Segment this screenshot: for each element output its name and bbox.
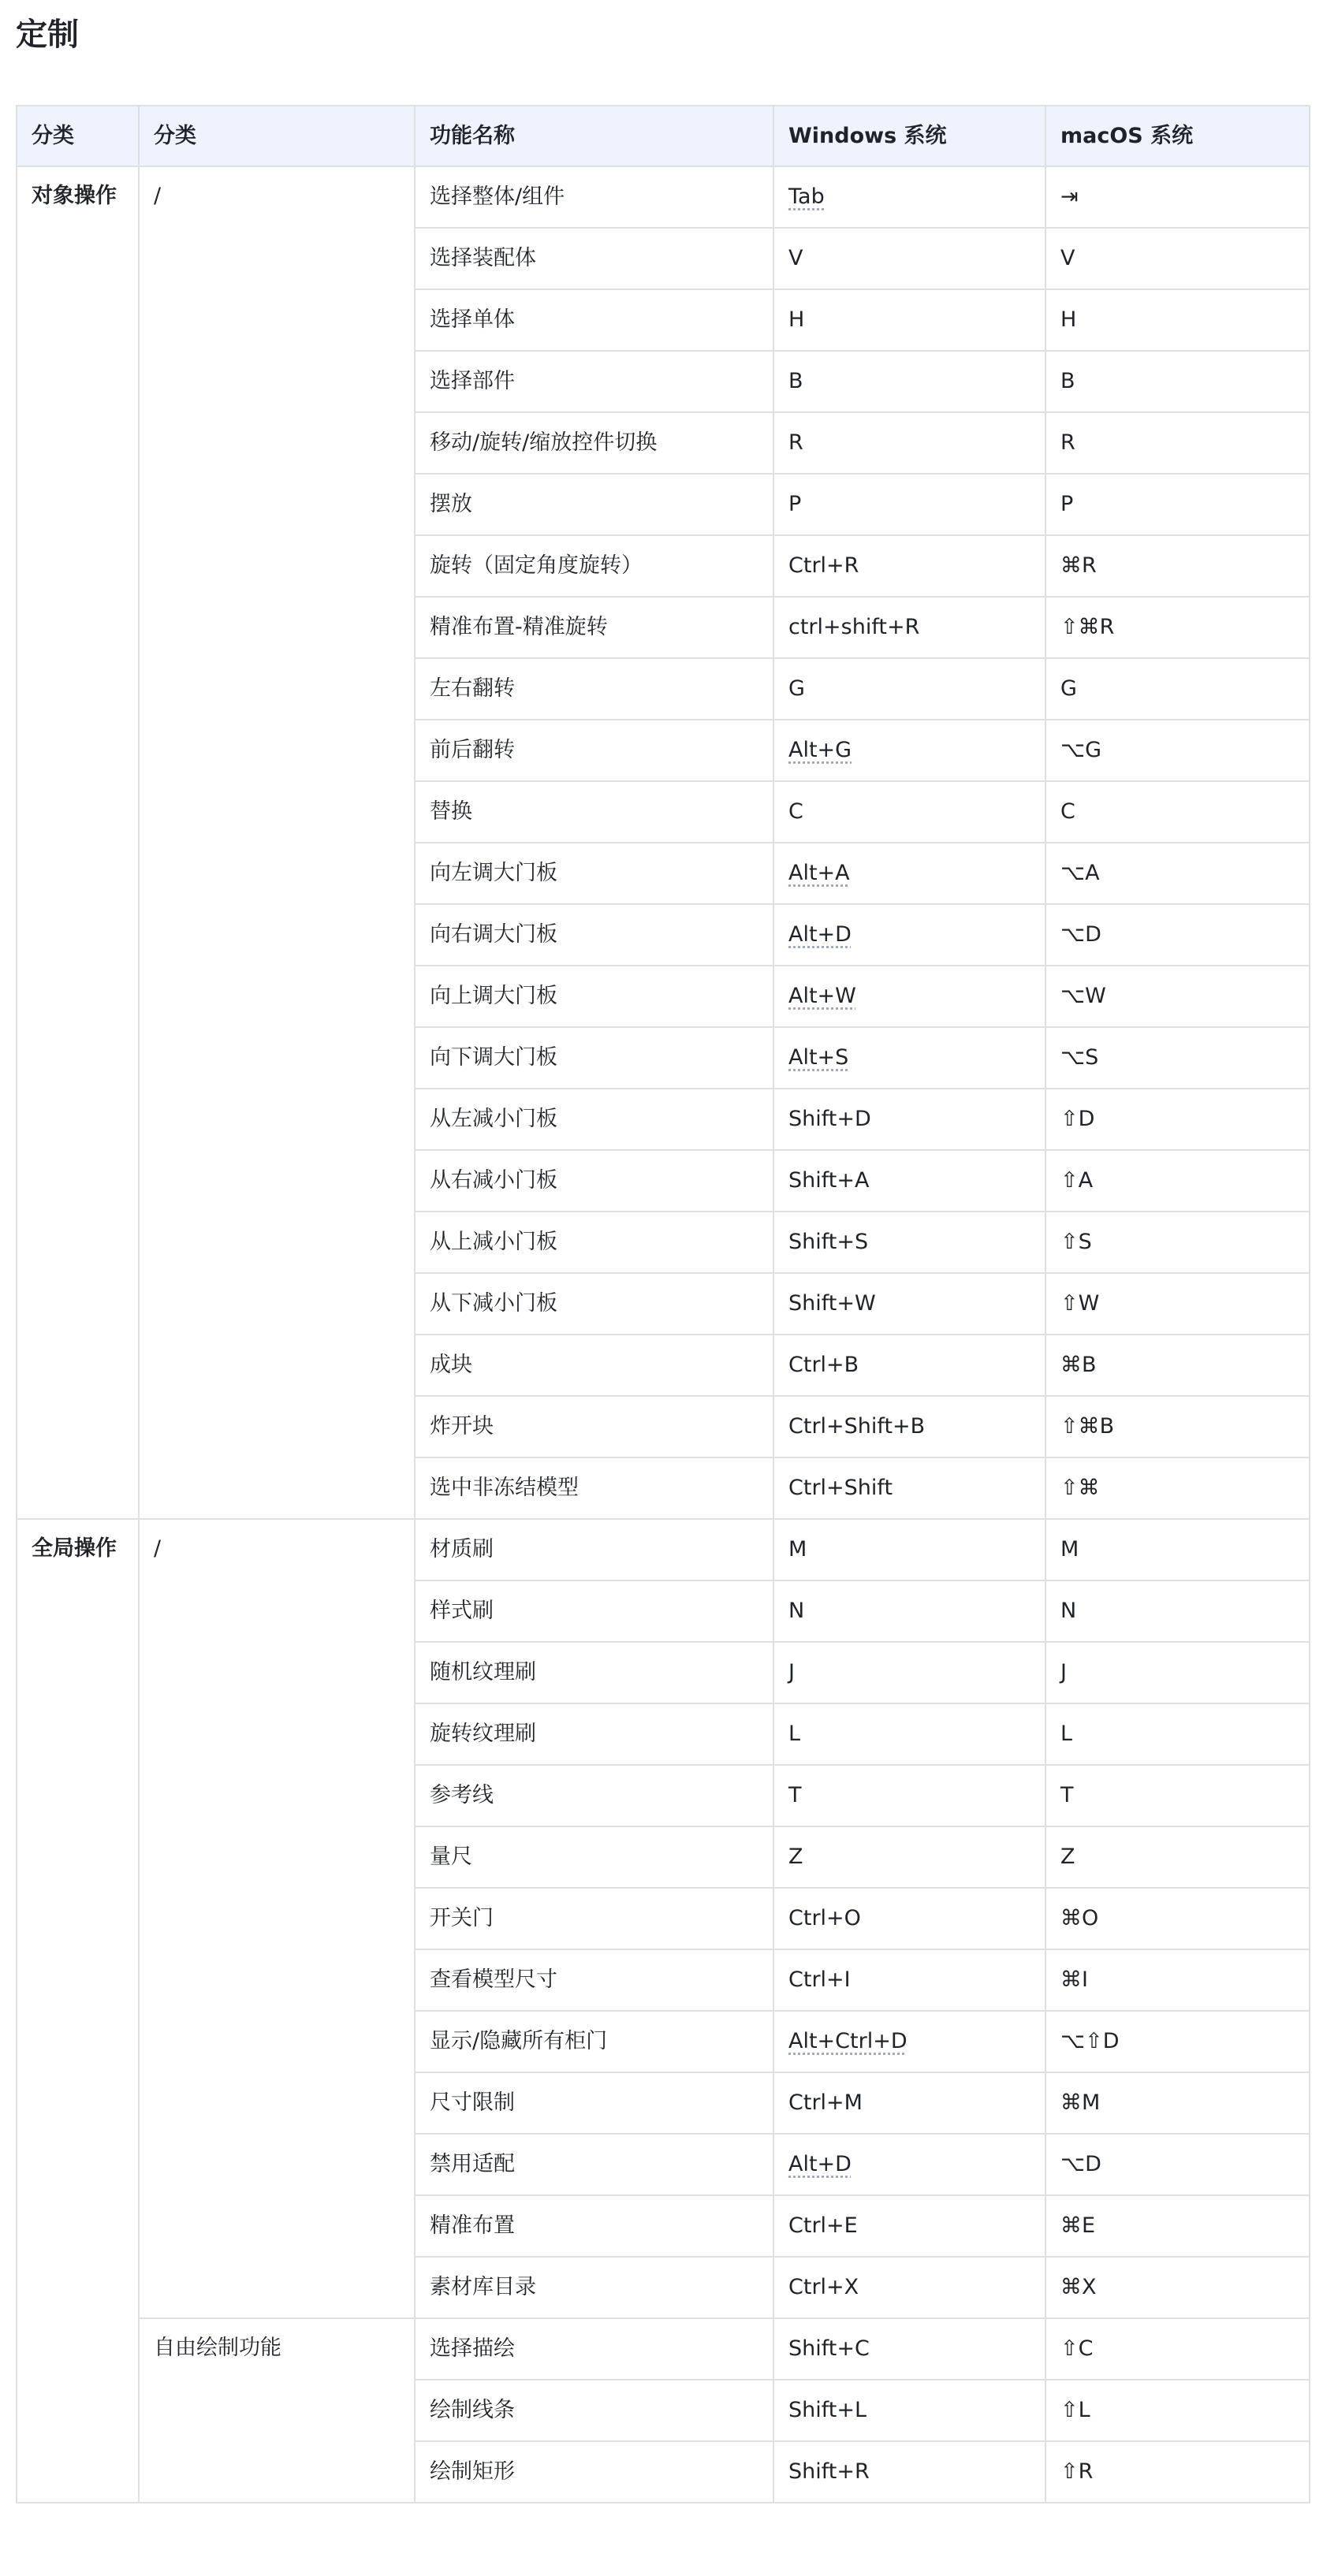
windows-shortcut-cell [773,1519,1045,1580]
function-name-cell: 参考线 [415,1765,773,1826]
windows-shortcut-text: Alt+D [788,2152,852,2176]
function-name-cell: 查看模型尺寸 [415,1949,773,2011]
windows-shortcut-text: Alt+W [788,984,856,1008]
function-name-cell: 量尺 [415,1826,773,1888]
function-name-cell: 旋转纹理刷 [415,1703,773,1765]
windows-shortcut-cell [773,966,1045,1027]
windows-shortcut-cell [773,351,1045,412]
macos-shortcut-cell: R [1045,412,1310,474]
function-name-cell: 素材库目录 [415,2257,773,2318]
windows-shortcut-cell [773,2318,1045,2380]
macos-shortcut-cell: ⇧⌘ [1045,1457,1310,1519]
macos-shortcut-cell: N [1045,1580,1310,1642]
windows-shortcut-cell [773,2072,1045,2134]
macos-shortcut-cell: ⇧L [1045,2380,1310,2441]
windows-shortcut-text: L [788,1722,801,1746]
windows-shortcut-cell [773,1396,1045,1457]
function-name-cell: 材质刷 [415,1519,773,1580]
windows-shortcut-text: Ctrl+M [788,2090,863,2115]
header-category: 分类 [17,106,139,166]
windows-shortcut-text: Shift+A [788,1168,870,1193]
windows-shortcut-text: Shift+C [788,2336,870,2361]
table-body [17,166,1310,2503]
macos-shortcut-cell: M [1045,1519,1310,1580]
function-name-cell: 左右翻转 [415,658,773,720]
function-name-cell: 前后翻转 [415,720,773,781]
function-name-cell: 旋转（固定角度旋转） [415,535,773,597]
windows-shortcut-cell [773,1642,1045,1703]
macos-shortcut-cell: ⌥G [1045,720,1310,781]
windows-shortcut-text: Ctrl+E [788,2213,858,2238]
windows-shortcut-text: C [788,799,803,824]
macos-shortcut-cell: ⌥D [1045,2134,1310,2195]
macos-shortcut-cell: ⌥A [1045,843,1310,904]
windows-shortcut-cell [773,1580,1045,1642]
macos-shortcut-cell: Z [1045,1826,1310,1888]
function-name-cell: 选择部件 [415,351,773,412]
macos-shortcut-cell: H [1045,289,1310,351]
windows-shortcut-cell [773,289,1045,351]
windows-shortcut-cell [773,1027,1045,1089]
windows-shortcut-text: Alt+D [788,922,852,947]
function-name-cell: 选择描绘 [415,2318,773,2380]
windows-shortcut-text: H [788,307,805,332]
windows-shortcut-text: T [788,1783,802,1807]
windows-shortcut-text: Shift+L [788,2398,867,2422]
windows-shortcut-text: Ctrl+I [788,1967,851,1992]
windows-shortcut-cell [773,781,1045,843]
windows-shortcut-cell [773,1765,1045,1826]
macos-shortcut-cell: V [1045,228,1310,289]
macos-shortcut-cell: ⌘I [1045,1949,1310,2011]
function-name-cell: 显示/隐藏所有柜门 [415,2011,773,2072]
windows-shortcut-cell [773,843,1045,904]
function-name-cell: 从下减小门板 [415,1273,773,1335]
windows-shortcut-text: Ctrl+X [788,2275,859,2299]
table-row [17,166,1310,228]
windows-shortcut-text: Shift+W [788,1291,876,1316]
function-name-cell: 成块 [415,1335,773,1396]
windows-shortcut-text: Alt+G [788,738,852,762]
macos-shortcut-cell: ⌥W [1045,966,1310,1027]
macos-shortcut-cell: T [1045,1765,1310,1826]
function-name-cell: 向下调大门板 [415,1027,773,1089]
windows-shortcut-text: Alt+A [788,861,850,885]
windows-shortcut-text: Tab [788,184,825,209]
windows-shortcut-cell [773,1888,1045,1949]
windows-shortcut-text: V [788,246,803,270]
function-name-cell: 炸开块 [415,1396,773,1457]
macos-shortcut-cell: ⇧S [1045,1212,1310,1273]
function-name-cell: 选中非冻结模型 [415,1457,773,1519]
macos-shortcut-cell: ⇧R [1045,2441,1310,2503]
windows-shortcut-cell [773,1457,1045,1519]
windows-shortcut-text: Ctrl+Shift [788,1476,893,1500]
subcategory-cell: / [139,1519,415,2318]
table-header [17,106,1310,166]
header-macos: macOS 系统 [1045,106,1310,166]
windows-shortcut-text: P [788,492,802,516]
macos-shortcut-cell: P [1045,474,1310,535]
macos-shortcut-cell: ⇧C [1045,2318,1310,2380]
header-row [17,106,1310,166]
windows-shortcut-cell [773,1335,1045,1396]
category-cell: 全局操作 [17,1519,139,2503]
windows-shortcut-text: Shift+S [788,1230,869,1254]
windows-shortcut-text: Ctrl+O [788,1906,861,1930]
macos-shortcut-cell: ⌘E [1045,2195,1310,2257]
function-name-cell: 精准布置 [415,2195,773,2257]
windows-shortcut-text: Shift+D [788,1107,871,1131]
windows-shortcut-cell [773,2441,1045,2503]
windows-shortcut-text: R [788,430,803,455]
function-name-cell: 选择装配体 [415,228,773,289]
function-name-cell: 摆放 [415,474,773,535]
windows-shortcut-text: Ctrl+R [788,553,859,578]
windows-shortcut-text: M [788,1537,807,1562]
macos-shortcut-cell: L [1045,1703,1310,1765]
windows-shortcut-cell [773,1826,1045,1888]
windows-shortcut-cell [773,1212,1045,1273]
shortcut-table [16,105,1310,2503]
windows-shortcut-cell [773,228,1045,289]
windows-shortcut-cell [773,474,1045,535]
windows-shortcut-cell [773,2134,1045,2195]
windows-shortcut-cell [773,535,1045,597]
windows-shortcut-cell [773,1949,1045,2011]
windows-shortcut-text: G [788,676,805,701]
function-name-cell: 向右调大门板 [415,904,773,966]
table-row [17,1519,1310,1580]
windows-shortcut-cell [773,1703,1045,1765]
windows-shortcut-text: Ctrl+B [788,1353,859,1377]
macos-shortcut-cell: ⇧W [1045,1273,1310,1335]
function-name-cell: 从右减小门板 [415,1150,773,1212]
subcategory-cell: / [139,166,415,1519]
windows-shortcut-text: Ctrl+Shift+B [788,1414,926,1439]
macos-shortcut-cell: ⇧D [1045,1089,1310,1150]
header-windows: Windows 系统 [773,106,1045,166]
function-name-cell: 向上调大门板 [415,966,773,1027]
windows-shortcut-cell [773,720,1045,781]
table-row [17,2318,1310,2380]
function-name-cell: 从上减小门板 [415,1212,773,1273]
windows-shortcut-cell [773,166,1045,228]
macos-shortcut-cell: B [1045,351,1310,412]
header-function-name: 功能名称 [415,106,773,166]
macos-shortcut-cell: ⌘O [1045,1888,1310,1949]
function-name-cell: 禁用适配 [415,2134,773,2195]
macos-shortcut-cell: ⇧⌘B [1045,1396,1310,1457]
macos-shortcut-cell: ⇧⌘R [1045,597,1310,658]
windows-shortcut-cell [773,2257,1045,2318]
function-name-cell: 向左调大门板 [415,843,773,904]
windows-shortcut-cell [773,1089,1045,1150]
function-name-cell: 替换 [415,781,773,843]
function-name-cell: 选择单体 [415,289,773,351]
function-name-cell: 样式刷 [415,1580,773,1642]
macos-shortcut-cell: ⌥D [1045,904,1310,966]
windows-shortcut-text: J [788,1660,795,1684]
header-subcategory: 分类 [139,106,415,166]
windows-shortcut-cell [773,1150,1045,1212]
macos-shortcut-cell: ⇥ [1045,166,1310,228]
windows-shortcut-cell [773,597,1045,658]
category-cell: 对象操作 [17,166,139,1519]
page-title: 定制 [16,17,79,53]
macos-shortcut-cell: ⌘B [1045,1335,1310,1396]
windows-shortcut-cell [773,2380,1045,2441]
function-name-cell: 尺寸限制 [415,2072,773,2134]
macos-shortcut-cell: ⇧A [1045,1150,1310,1212]
macos-shortcut-cell: J [1045,1642,1310,1703]
subcategory-cell: 自由绘制功能 [139,2318,415,2503]
macos-shortcut-cell: C [1045,781,1310,843]
windows-shortcut-cell [773,412,1045,474]
function-name-cell: 绘制矩形 [415,2441,773,2503]
windows-shortcut-text: B [788,369,803,393]
windows-shortcut-cell [773,1273,1045,1335]
windows-shortcut-text: N [788,1599,805,1623]
windows-shortcut-cell [773,2195,1045,2257]
macos-shortcut-cell: ⌘X [1045,2257,1310,2318]
windows-shortcut-text: ctrl+shift+R [788,615,920,639]
function-name-cell: 移动/旋转/缩放控件切换 [415,412,773,474]
windows-shortcut-text: Shift+R [788,2459,870,2484]
function-name-cell: 从左减小门板 [415,1089,773,1150]
macos-shortcut-cell: ⌥S [1045,1027,1310,1089]
macos-shortcut-cell: ⌘M [1045,2072,1310,2134]
windows-shortcut-text: Alt+Ctrl+D [788,2029,907,2053]
windows-shortcut-text: Z [788,1845,803,1869]
function-name-cell: 选择整体/组件 [415,166,773,228]
windows-shortcut-cell [773,658,1045,720]
windows-shortcut-cell [773,2011,1045,2072]
windows-shortcut-cell [773,904,1045,966]
macos-shortcut-cell: ⌘R [1045,535,1310,597]
function-name-cell: 开关门 [415,1888,773,1949]
macos-shortcut-cell: G [1045,658,1310,720]
windows-shortcut-text: Alt+S [788,1045,849,1070]
function-name-cell: 绘制线条 [415,2380,773,2441]
function-name-cell: 精准布置-精准旋转 [415,597,773,658]
macos-shortcut-cell: ⌥⇧D [1045,2011,1310,2072]
function-name-cell: 随机纹理刷 [415,1642,773,1703]
